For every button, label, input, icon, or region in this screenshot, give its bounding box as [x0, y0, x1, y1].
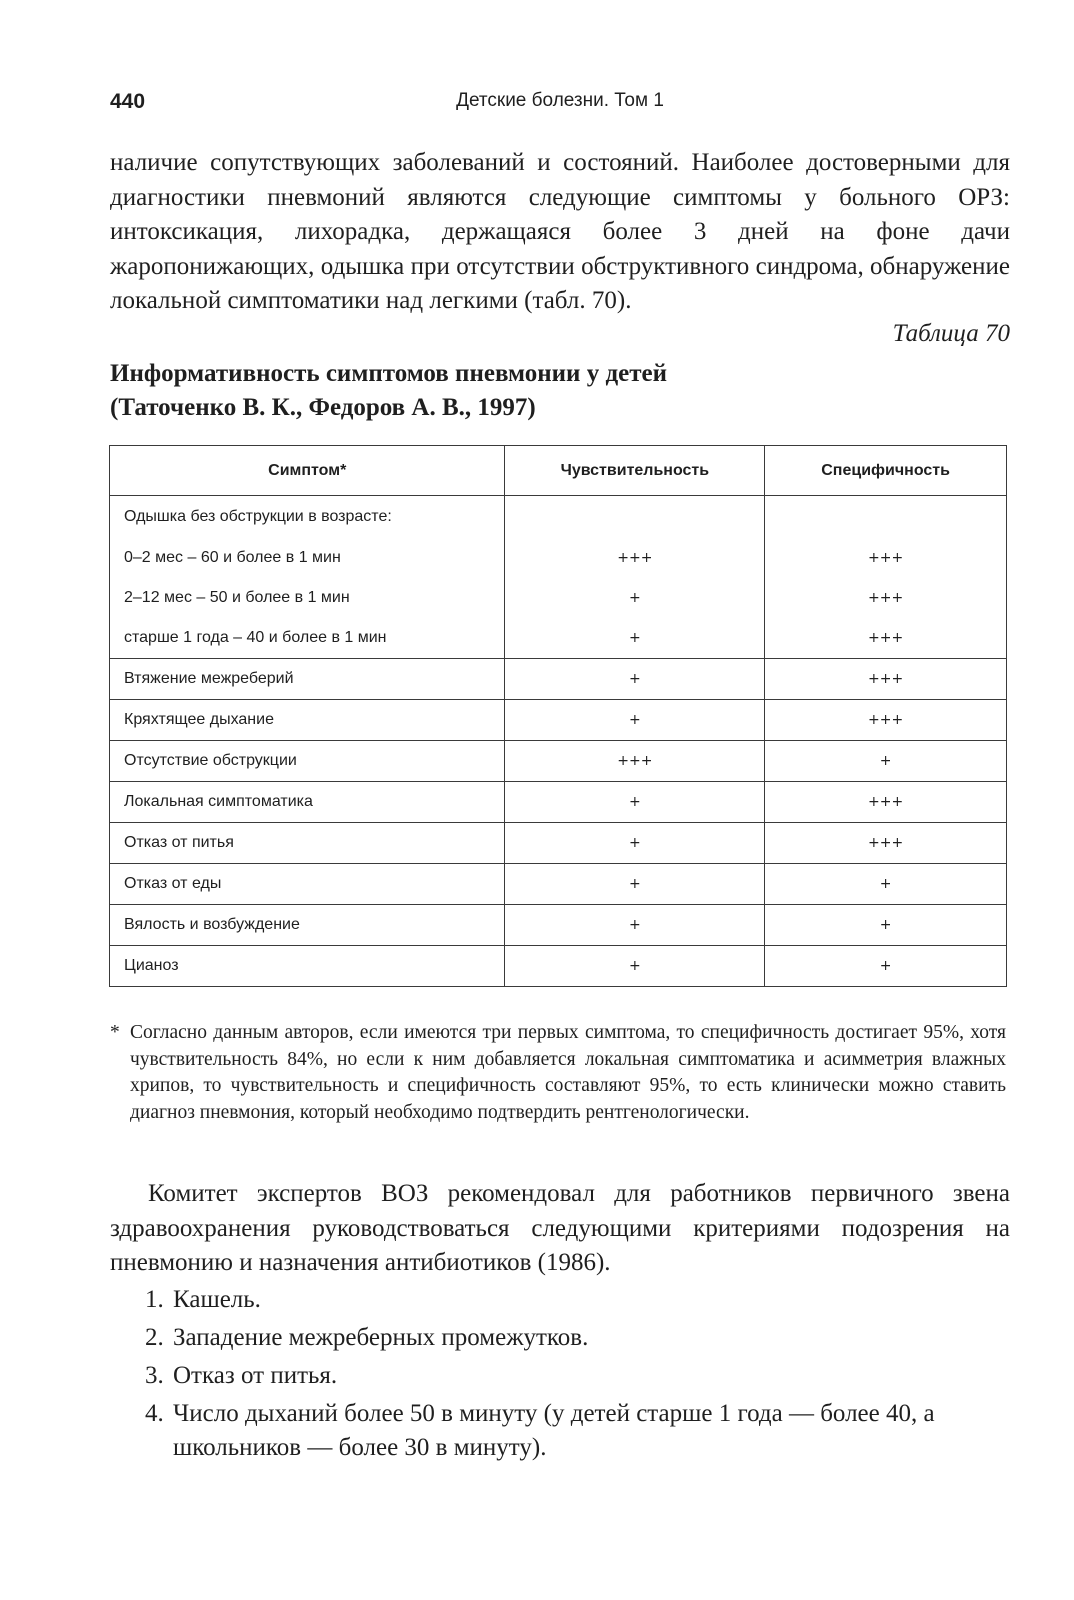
running-title: Детские болезни. Том 1: [456, 90, 664, 111]
table-row: [110, 823, 1007, 864]
sensitivity-cell: +: [505, 823, 765, 864]
sensitivity-cell: +: [505, 659, 765, 700]
specificity-cell: +++: [765, 538, 1007, 578]
specificity-cell: +++: [765, 782, 1007, 823]
sensitivity-cell: +: [505, 905, 765, 946]
symptom-cell: Цианоз: [110, 946, 505, 987]
header-specificity: Специфичность: [765, 446, 1007, 496]
footnote-text: Согласно данным авторов, если имеются три первых симптома, то специфичность достигает 95%, хотя чувствительность 84%, но если к ним добавляется локальная симптоматика и асимметрия влажных хрипов, то чувствительность и специфичность составляют 95%, то есть клинически можно ставить диагноз пневмония, который необходимо подтвердить рентгенологически.: [130, 1022, 1006, 1123]
specificity-cell: +: [765, 864, 1007, 905]
specificity-cell: +: [765, 946, 1007, 987]
sensitivity-cell: +++: [505, 741, 765, 782]
sensitivity-cell: +: [505, 864, 765, 905]
table-row: [110, 946, 1007, 987]
header-symptom: Симптом*: [110, 446, 505, 496]
list-item-text: Число дыханий более 50 в минуту (у детей старше 1 года — более 40, а школьников — более 30 в минуту).: [173, 1400, 935, 1461]
specificity-cell: +: [765, 905, 1007, 946]
symptom-cell: Отсутствие обструкции: [110, 741, 505, 782]
table-header-row: [110, 446, 1007, 496]
symptom-cell: Вялость и возбуждение: [110, 905, 505, 946]
sensitivity-cell: +: [505, 700, 765, 741]
list-item-text: Западение межреберных промежутков.: [173, 1324, 589, 1351]
list-item-number: 1.: [145, 1286, 164, 1313]
list-item: [145, 1321, 1010, 1355]
specificity-cell: +++: [765, 659, 1007, 700]
symptom-cell: старше 1 года – 40 и более в 1 мин: [110, 618, 505, 659]
group-label: Одышка без обструкции в возрасте:: [110, 496, 505, 539]
symptom-cell: Отказ от еды: [110, 864, 505, 905]
list-item-number: 2.: [145, 1324, 164, 1351]
table-row: [110, 741, 1007, 782]
symptom-cell: Отказ от питья: [110, 823, 505, 864]
list-item-text: Отказ от питья.: [173, 1362, 338, 1389]
specificity-cell: +++: [765, 618, 1007, 659]
table-footnote: [110, 1020, 1006, 1126]
table-title-line1: Информативность симптомов пневмонии у детей: [110, 360, 667, 387]
table-row: [110, 659, 1007, 700]
intro-paragraph: наличие сопутствующих заболеваний и состояний. Наиболее достоверными для диагностики пневмоний являются следующие симптомы у больного ОРЗ: интоксикация, лихорадка, держащаяся более 3 дней на фоне дачи жаропонижающих, одышка при отсутствии обструктивного синдрома, обнаружение локальной симптоматики над легкими (табл. 70).: [110, 149, 1010, 314]
symptoms-table: [109, 445, 1007, 987]
table-group-row: [110, 496, 1007, 539]
table-row: [110, 700, 1007, 741]
sensitivity-cell: +: [505, 782, 765, 823]
symptom-cell: Втяжение межреберий: [110, 659, 505, 700]
table-row: [110, 578, 1007, 618]
list-item-number: 3.: [145, 1362, 164, 1389]
symptom-cell: 0–2 мес – 60 и более в 1 мин: [110, 538, 505, 578]
criteria-list: [145, 1283, 1010, 1469]
footnote-mark: *: [110, 1022, 120, 1043]
specificity-cell: +++: [765, 700, 1007, 741]
symptom-cell: 2–12 мес – 50 и более в 1 мин: [110, 578, 505, 618]
sensitivity-cell: +: [505, 946, 765, 987]
list-item: [145, 1283, 1010, 1317]
table-row: [110, 538, 1007, 578]
sensitivity-cell: +: [505, 578, 765, 618]
table-row: [110, 905, 1007, 946]
list-item-text: Кашель.: [173, 1286, 261, 1313]
specificity-cell: +: [765, 741, 1007, 782]
specificity-cell: +++: [765, 823, 1007, 864]
sensitivity-cell: +++: [505, 538, 765, 578]
table-title-line2: (Таточенко В. К., Федоров А. В., 1997): [110, 394, 536, 421]
sensitivity-cell: +: [505, 618, 765, 659]
table-row: [110, 782, 1007, 823]
list-item: [145, 1397, 1010, 1465]
symptom-cell: Кряхтящее дыхание: [110, 700, 505, 741]
table-row: [110, 864, 1007, 905]
page-number: 440: [110, 90, 146, 113]
list-item-number: 4.: [145, 1400, 164, 1427]
header-sensitivity: Чувствительность: [505, 446, 765, 496]
table-label: Таблица 70: [892, 320, 1010, 347]
symptom-cell: Локальная симптоматика: [110, 782, 505, 823]
list-item: [145, 1359, 1010, 1393]
who-paragraph: Комитет экспертов ВОЗ рекомендовал для работников первичного звена здравоохранения руководствоваться следующими критериями подозрения на пневмонию и назначения антибиотиков (1986).: [110, 1180, 1010, 1276]
table-row: [110, 618, 1007, 659]
specificity-cell: +++: [765, 578, 1007, 618]
page-header: [110, 90, 1010, 130]
table-title: [110, 357, 667, 425]
